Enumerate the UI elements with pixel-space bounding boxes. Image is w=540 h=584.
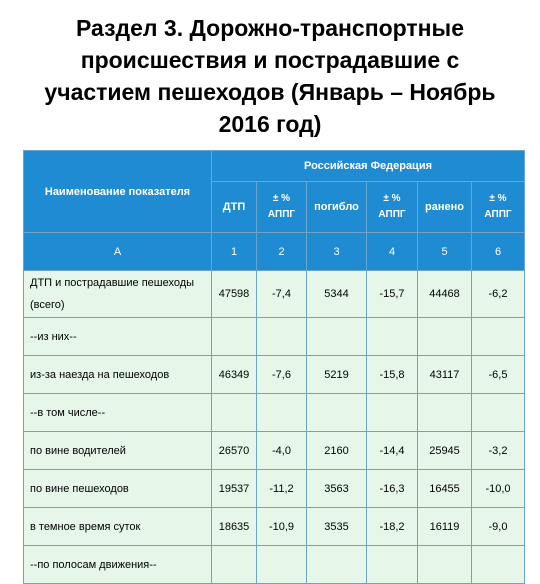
column-index: 5 (418, 233, 472, 271)
cell-pct-killed (367, 546, 418, 584)
cell-injured: 16119 (418, 508, 472, 546)
cell-pct-injured: -6,5 (472, 356, 525, 394)
cell-pct-killed: -16,3 (367, 470, 418, 508)
table-row (24, 432, 525, 470)
cell-dtp: 26570 (212, 432, 257, 470)
col-header-pct-killed-sign: ± % (383, 193, 401, 204)
title-line-3: участием пешеходов (Январь – Ноябрь (44, 79, 496, 105)
col-header-killed: погибло (307, 182, 367, 233)
page-title (0, 12, 540, 140)
col-header-pct-injured-label: АППГ (484, 209, 512, 220)
col-header-pct-killed-label: АППГ (378, 209, 406, 220)
table-row (24, 356, 525, 394)
col-header-dtp: ДТП (212, 182, 257, 233)
row-name: --из них-- (24, 318, 212, 356)
cell-pct-injured (472, 394, 525, 432)
cell-dtp (212, 318, 257, 356)
cell-pct-killed (367, 394, 418, 432)
statistics-table (23, 150, 525, 584)
cell-dtp (212, 546, 257, 584)
cell-injured: 44468 (418, 271, 472, 318)
cell-pct-dtp: -10,9 (257, 508, 307, 546)
cell-pct-dtp (257, 546, 307, 584)
cell-pct-injured (472, 318, 525, 356)
title-line-4: 2016 год) (218, 111, 322, 137)
col-header-pct-dtp (257, 182, 307, 233)
cell-dtp: 19537 (212, 470, 257, 508)
cell-killed: 5219 (307, 356, 367, 394)
cell-dtp: 47598 (212, 271, 257, 318)
column-index-row (24, 233, 525, 271)
column-index: 4 (367, 233, 418, 271)
row-name: --по полосам движения-- (24, 546, 212, 584)
cell-injured: 43117 (418, 356, 472, 394)
name-column-header: Наименование показателя (24, 151, 212, 233)
cell-pct-injured: -3,2 (472, 432, 525, 470)
cell-pct-dtp: -11,2 (257, 470, 307, 508)
cell-dtp: 18635 (212, 508, 257, 546)
row-name: из-за наезда на пешеходов (24, 356, 212, 394)
cell-killed (307, 394, 367, 432)
cell-pct-dtp: -4,0 (257, 432, 307, 470)
row-name: по вине пешеходов (24, 470, 212, 508)
cell-injured (418, 394, 472, 432)
cell-pct-killed: -18,2 (367, 508, 418, 546)
column-index: 3 (307, 233, 367, 271)
header-row-group (24, 151, 525, 182)
cell-killed: 3535 (307, 508, 367, 546)
cell-pct-injured: -10,0 (472, 470, 525, 508)
col-header-pct-killed (367, 182, 418, 233)
column-index: 1 (212, 233, 257, 271)
cell-pct-injured: -9,0 (472, 508, 525, 546)
col-header-pct-injured-sign: ± % (489, 193, 507, 204)
cell-pct-killed: -14,4 (367, 432, 418, 470)
cell-pct-killed (367, 318, 418, 356)
row-name: --в том числе-- (24, 394, 212, 432)
table-row (24, 394, 525, 432)
column-index: 2 (257, 233, 307, 271)
cell-injured: 16455 (418, 470, 472, 508)
cell-killed (307, 546, 367, 584)
table-row (24, 508, 525, 546)
cell-pct-dtp: -7,6 (257, 356, 307, 394)
col-header-pct-dtp-sign: ± % (272, 193, 291, 204)
col-header-pct-dtp-label: АППГ (267, 209, 296, 220)
title-line-1: Раздел 3. Дорожно-транспортные (76, 15, 464, 41)
cell-injured (418, 546, 472, 584)
cell-pct-dtp (257, 394, 307, 432)
cell-killed (307, 318, 367, 356)
cell-killed: 3563 (307, 470, 367, 508)
column-index: 6 (472, 233, 525, 271)
cell-dtp (212, 394, 257, 432)
cell-pct-injured: -6,2 (472, 271, 525, 318)
cell-killed: 5344 (307, 271, 367, 318)
cell-pct-dtp (257, 318, 307, 356)
row-name: ДТП и пострадавшие пешеходы (всего) (24, 271, 212, 318)
region-group-header: Российская Федерация (212, 151, 525, 182)
cell-injured (418, 318, 472, 356)
cell-dtp: 46349 (212, 356, 257, 394)
cell-pct-killed: -15,8 (367, 356, 418, 394)
cell-pct-injured (472, 546, 525, 584)
col-header-pct-injured (472, 182, 525, 233)
cell-pct-dtp: -7,4 (257, 271, 307, 318)
cell-killed: 2160 (307, 432, 367, 470)
title-line-2: происшествия и пострадавшие с (80, 47, 460, 73)
table-row (24, 546, 525, 584)
table-row (24, 470, 525, 508)
row-name: в темное время суток (24, 508, 212, 546)
column-index: А (24, 233, 212, 271)
cell-injured: 25945 (418, 432, 472, 470)
col-header-injured: ранено (418, 182, 472, 233)
row-name: по вине водителей (24, 432, 212, 470)
cell-pct-killed: -15,7 (367, 271, 418, 318)
table-row (24, 271, 525, 318)
table-row (24, 318, 525, 356)
